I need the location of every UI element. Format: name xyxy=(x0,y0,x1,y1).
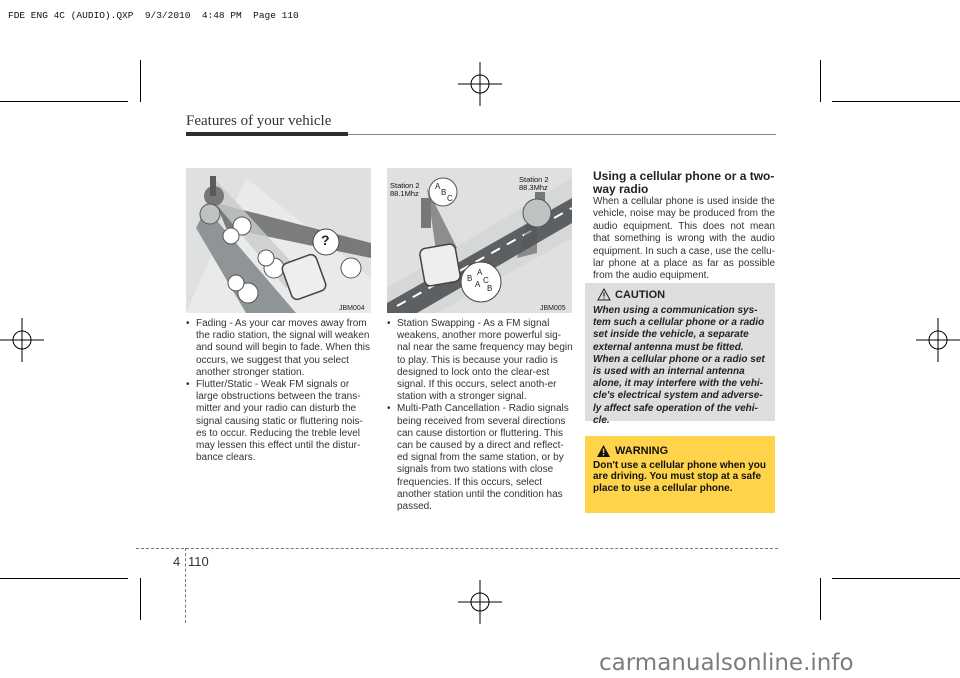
crop-mark xyxy=(832,101,960,102)
caution-triangle-icon xyxy=(597,288,611,301)
header-rule xyxy=(186,132,348,136)
fading-illustration xyxy=(186,168,371,313)
crop-mark xyxy=(0,578,128,579)
section-heading: Using a cellular phone or a two-way radio xyxy=(593,169,775,196)
question-mark: ? xyxy=(321,232,330,248)
station-label-right xyxy=(519,176,549,192)
warning-triangle-icon xyxy=(596,444,611,458)
station-name: Station 2 xyxy=(390,181,420,190)
list-item: • Multi-Path Cancellation - Radio signals being received from several directions can cause distortion or fluttering. This can be caused by a direct and reflect-ed signal from the same station, or by signals from two stations with close frequencies. If this occurs, select another station until the condition has passed. xyxy=(387,403,573,513)
signal-letter: B xyxy=(467,274,473,283)
list-item: • Flutter/Static - Weak FM signals or large obstructions between the trans-mitter and your radio can disturb the signal causing static or fluttering nois-es to occur. Reducing the treble level may lessen this effect until the distur-bance clears. xyxy=(186,379,372,464)
station-label-left xyxy=(390,182,420,198)
caution-text: When using a communication sys-tem such a cellular phone or a radio set inside the vehicle, a separate external antenna must be fitted. When a cellular phone or a radio set is used with an internal antenna alone, it may interfere with the vehi-cle's electrical system and adverse-ly affect safe operation of the vehi-cle. xyxy=(593,305,765,426)
registration-target-top xyxy=(458,62,502,106)
registration-target-right xyxy=(916,318,960,362)
figure-fading xyxy=(186,168,371,313)
registration-target-bottom xyxy=(458,580,502,624)
crop-mark xyxy=(832,578,960,579)
list-item: • Fading - As your car moves away from the radio station, the signal will weaken and sound will begin to fade. When this occurs, we suggest that you select another stronger station. xyxy=(186,318,372,379)
footer-divider xyxy=(185,548,186,623)
station-name: Station 2 xyxy=(519,175,549,184)
signal-letter: C xyxy=(483,276,489,285)
footer-rule xyxy=(136,548,778,549)
warning-title: WARNING xyxy=(615,445,669,457)
chapter-number: 4 xyxy=(173,554,181,569)
crop-mark xyxy=(140,60,141,102)
registration-target-left xyxy=(0,318,44,362)
crop-mark xyxy=(0,101,128,102)
caution-title: CAUTION xyxy=(615,289,666,301)
warning-box xyxy=(585,436,775,513)
header-rule-thin xyxy=(348,134,776,135)
crop-mark xyxy=(820,578,821,620)
watermark: carmanualsonline.info xyxy=(599,650,854,676)
signal-letter: A xyxy=(435,182,441,191)
signal-letter: A xyxy=(475,280,481,289)
page-number: 110 xyxy=(188,554,209,569)
station-frequency: 88.1Mhz xyxy=(390,189,419,198)
caution-box xyxy=(585,283,775,426)
figure-id: JBM005 xyxy=(540,305,566,312)
crop-mark xyxy=(140,578,141,620)
station-frequency: 88.3Mhz xyxy=(519,183,548,192)
figure-station-swapping xyxy=(387,168,572,313)
figure-id: JBM004 xyxy=(339,305,365,312)
section-title: Features of your vehicle xyxy=(186,113,332,129)
warning-text: Don't use a cellular phone when you are driving. You must stop at a safe place to use a cellular phone. xyxy=(593,460,766,494)
signal-letter: B xyxy=(487,284,493,293)
middle-bullet-list xyxy=(387,318,573,513)
body-paragraph: When a cellular phone is used inside the vehicle, noise may be produced from the audio equipment. This does not mean that something is wrong with the audio equipment. In such a case, use the cellu-lar phone at a place as far as possible from the audio equipment. xyxy=(593,196,775,282)
signal-letter: C xyxy=(447,194,453,203)
print-slug: FDE ENG 4C (AUDIO).QXP 9/3/2010 4:48 PM Page 110 xyxy=(8,10,299,21)
list-item: • Station Swapping - As a FM signal weakens, another more powerful sig-nal near the same frequency may begin to play. This is because your radio is designed to lock onto the clear-est signal. If this occurs, select anoth-er station with a stronger signal. xyxy=(387,318,573,403)
crop-mark xyxy=(820,60,821,102)
signal-letter: B xyxy=(441,188,447,197)
signal-letter: A xyxy=(477,268,483,277)
left-bullet-list xyxy=(186,318,372,464)
